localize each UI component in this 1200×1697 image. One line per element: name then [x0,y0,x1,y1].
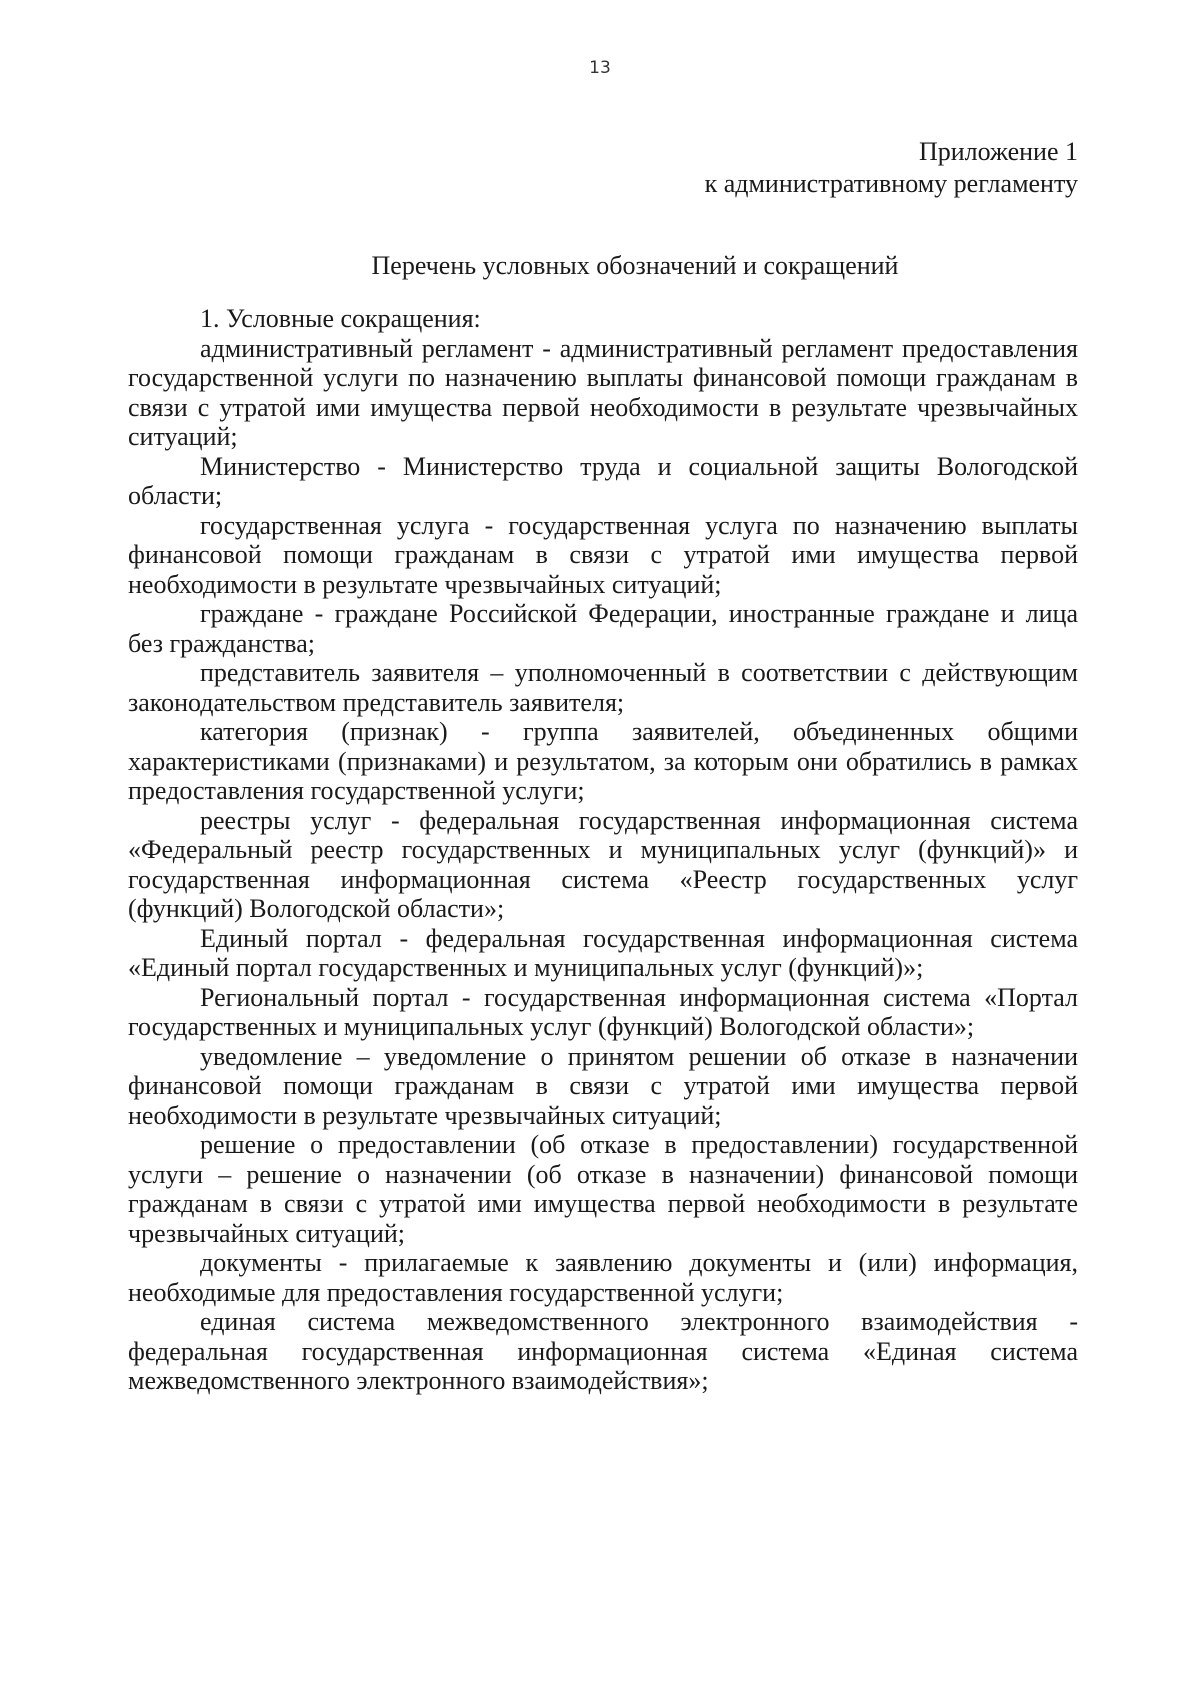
term-definition: административный регламент предоставления государственной услуги по назначению выплаты финансовой помощи гражданам в связи с утратой ими имущества первой необходимости в результате чрезвычайных ситуаций; [128,333,1078,451]
defined-term: представитель заявителя [200,658,480,687]
term-definition: государственная услуга по назначению выплаты финансовой помощи гражданам в связи с утратой ими имущества первой необходимости в результате чрезвычайных ситуаций; [128,510,1079,599]
defined-term: Региональный портал [200,982,449,1012]
term-separator: - [1069,1307,1078,1336]
defined-term: категория (признак) [200,717,448,746]
defined-term: административный регламент [200,333,534,363]
section-heading: 1. Условные сокращения: [200,304,481,333]
definition-item [128,806,1078,924]
page-number: 13 [589,58,611,78]
defined-term: уведомление [200,1041,343,1071]
definition-item [128,924,1078,983]
term-separator: – [490,658,504,687]
definition-item [128,599,1078,658]
term-separator: - [314,599,324,628]
defined-term: единая система межведомственного электронного взаимодействия [200,1307,1038,1336]
term-separator: - [542,333,551,363]
definition-item [128,511,1078,600]
definition-item [128,1248,1078,1307]
term-separator: – [356,1041,370,1071]
definition-item [128,452,1078,511]
term-definition: Министерство труда и социальной защиты Вологодской области; [128,451,1079,510]
term-separator: - [481,717,490,746]
term-separator: - [461,982,471,1012]
appendix-line-1: Приложение 1 [918,137,1078,166]
document-body [128,304,1078,1396]
term-definition: уполномоченный в соответствии с действующим законодательством представитель заявителя; [128,658,1078,717]
term-definition: государственная информационная система «Портал государственных и муниципальных услуг (функций) Вологодской области»; [128,982,1079,1041]
definition-item [128,334,1078,452]
term-definition: уведомление о принятом решении об отказе в назначении финансовой помощи гражданам в связи с утратой ими имущества первой необходимости в результате чрезвычайных ситуаций; [128,1041,1078,1130]
term-separator: - [390,805,400,835]
defined-term: граждане [200,599,304,628]
definition-item [128,1042,1078,1131]
term-separator: - [484,510,494,540]
definition-item [128,658,1078,717]
term-definition: федеральная государственная информационная система «Единый портал государственных и муниципальных услуг (функций)»; [128,923,1079,982]
definition-item [128,983,1078,1042]
term-definition: прилагаемые к заявлению документы и (или) информация, необходимые для предоставления государственной услуги; [128,1248,1078,1307]
defined-term: Единый портал [200,923,382,953]
terms-list [128,334,1078,1396]
term-definition: федеральная государственная информационная система «Единая система межведомственного электронного взаимодействия»; [128,1336,1078,1395]
term-definition: решение о назначении (об отказе в назначении) финансовой помощи гражданам в связи с утратой ими имущества первой необходимости в результате чрезвычайных ситуаций; [128,1159,1078,1248]
appendix-label [705,136,1078,200]
definition-item [128,1130,1078,1248]
defined-term: документы [200,1248,322,1277]
term-separator: - [377,451,386,481]
term-definition: группа заявителей, объединенных общими характеристиками (признаками) и результатом, за которым они обратились в рамках предоставления государственной услуги; [128,717,1078,805]
term-separator: - [399,923,409,953]
term-definition: федеральная государственная информационная система «Федеральный реестр государственных и муниципальных услуг (функций)» и государственная информационная система «Реестр государственных услуг (функций) Вологодской области»; [128,805,1078,923]
defined-term: решение о предоставлении (об отказе в предоставлении) государственной услуги [128,1130,1078,1189]
term-separator: - [338,1248,348,1277]
appendix-line-2: к административному регламенту [704,169,1078,198]
definition-item [128,717,1078,806]
term-definition: граждане Российской Федерации, иностранные граждане и лица без гражданства; [128,599,1079,658]
defined-term: государственная услуга [200,510,470,540]
definition-item [128,1307,1078,1396]
defined-term: Министерство [200,451,361,481]
term-separator: – [218,1159,232,1189]
defined-term: реестры услуг [200,805,372,835]
document-title: Перечень условных обозначений и сокращений [371,251,899,280]
